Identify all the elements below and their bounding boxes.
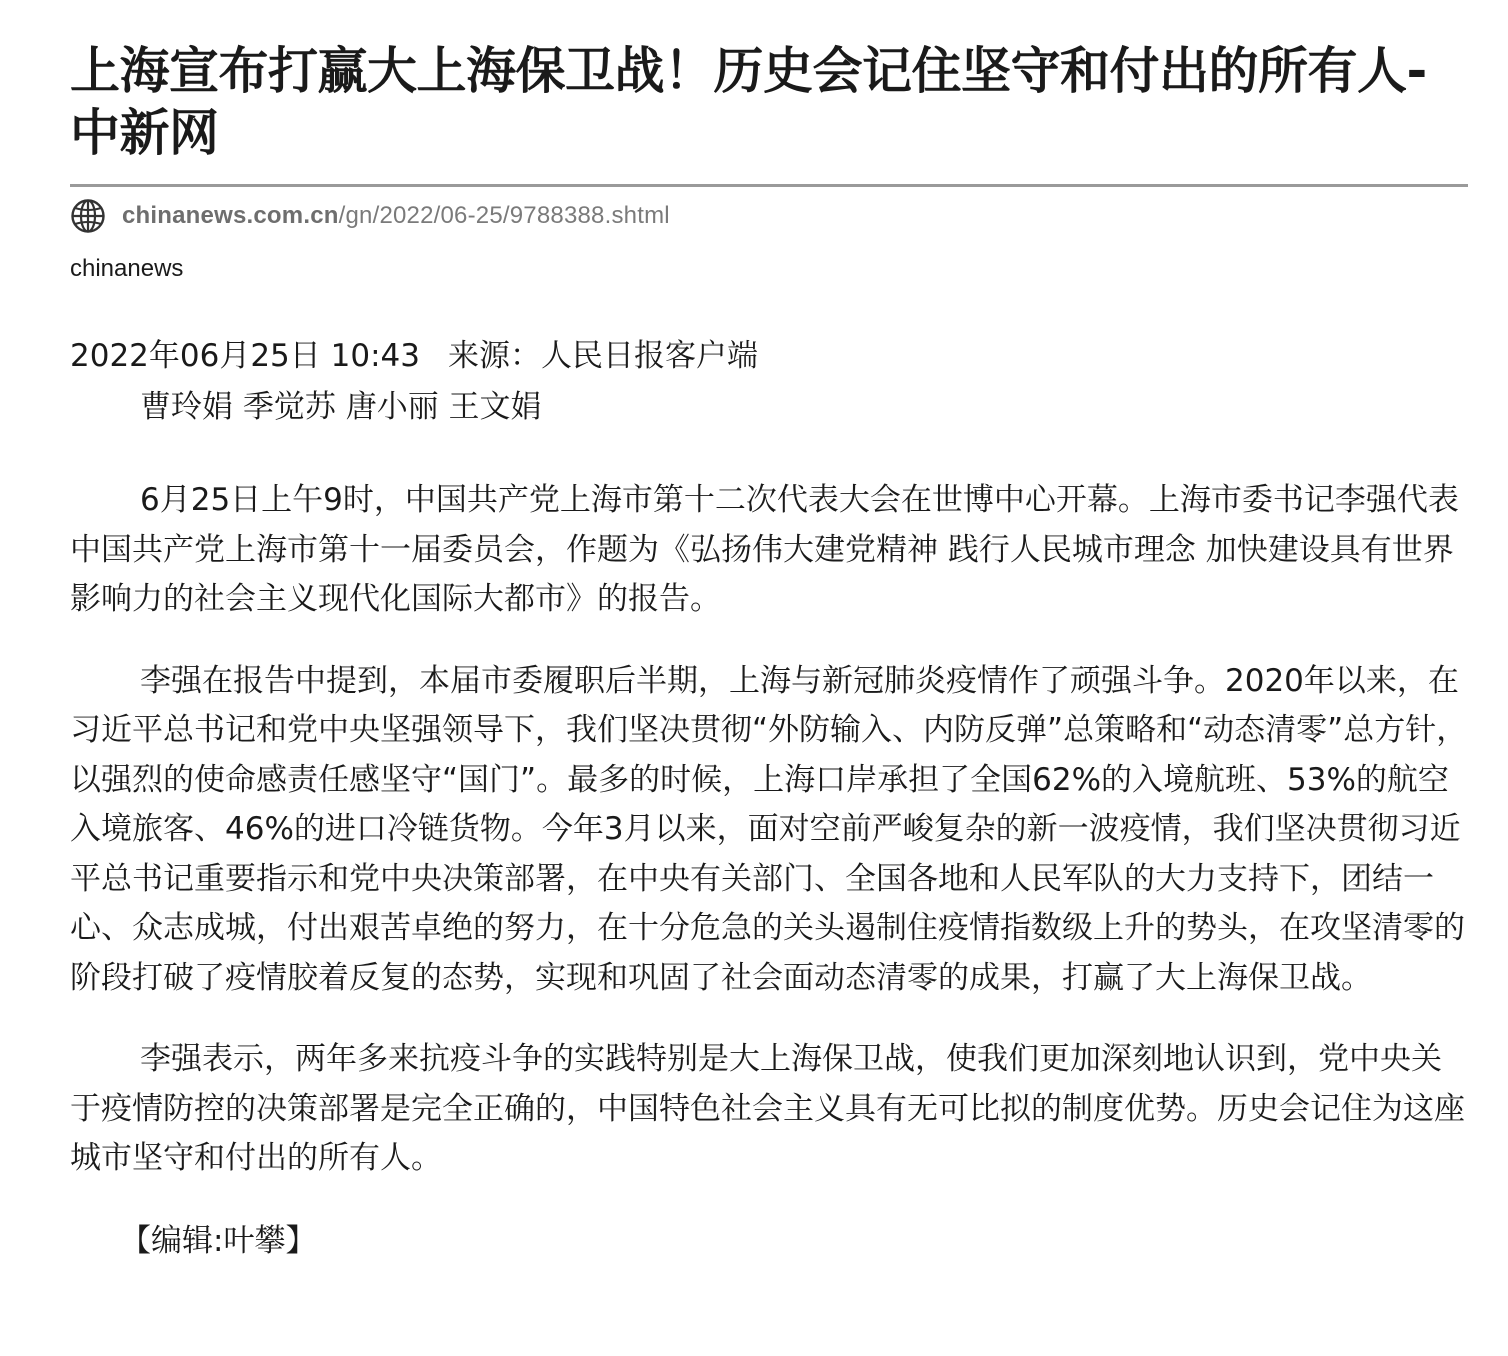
article-authors: 曹玲娟 季觉苏 唐小丽 王文娟 bbox=[140, 389, 542, 425]
article-paragraph: 李强表示，两年多来抗疫斗争的实践特别是大上海保卫战，使我们更加深刻地认识到，党中央关于疫情防控的决策部署是完全正确的，中国特色社会主义具有无可比拟的制度优势。历史会记住为这座城市坚守和付出的所有人。 bbox=[70, 1041, 1465, 1176]
article-source: 来源：人民日报客户端 bbox=[447, 338, 758, 374]
url-path: /gn/2022/06-25/9788388.shtml bbox=[338, 202, 670, 229]
article bbox=[70, 40, 1468, 1266]
article-editor: 【编辑:叶攀】 bbox=[120, 1222, 317, 1259]
article-paragraph: 6月25日上午9时，中国共产党上海市第十二次代表大会在世博中心开幕。上海市委书记李强代表中国共产党上海市第十一届委员会，作题为《弘扬伟大建党精神 践行人民城市理念 加快建设具有世界影响力的社会主义现代化国际大都市》的报告。 bbox=[70, 482, 1459, 617]
publish-datetime: 2022年06月25日 10:43 bbox=[70, 338, 420, 374]
source-url-row[interactable] bbox=[70, 198, 1468, 234]
site-name: chinanews bbox=[70, 255, 184, 282]
url-domain: chinanews.com.cn bbox=[122, 202, 339, 229]
article-meta bbox=[70, 330, 1468, 382]
title-divider bbox=[70, 184, 1468, 187]
article-paragraph: 李强在报告中提到，本届市委履职后半期，上海与新冠肺炎疫情作了顽强斗争。2020年以来，在习近平总书记和党中央坚强领导下，我们坚决贯彻“外防输入、内防反弹”总策略和“动态清零”总方针，以强烈的使命感责任感坚守“国门”。最多的时候，上海口岸承担了全国62%的入境航班、53%的航空入境旅客、46%的进口冷链货物。今年3月以来，面对空前严峻复杂的新一波疫情，我们坚决贯彻习近平总书记重要指示和党中央决策部署，在中央有关部门、全国各地和人民军队的大力支持下，团结一心、众志成城，付出艰苦卓绝的努力，在十分危急的关头遏制住疫情指数级上升的势头，在攻坚清零的阶段打破了疫情胶着反复的态势，实现和巩固了社会面动态清零的成果，打赢了大上海保卫战。 bbox=[70, 662, 1468, 996]
globe-icon bbox=[70, 198, 106, 234]
source-url[interactable] bbox=[122, 202, 670, 230]
page-title: 上海宣布打赢大上海保卫战！历史会记住坚守和付出的所有人-中新网 bbox=[70, 42, 1427, 162]
